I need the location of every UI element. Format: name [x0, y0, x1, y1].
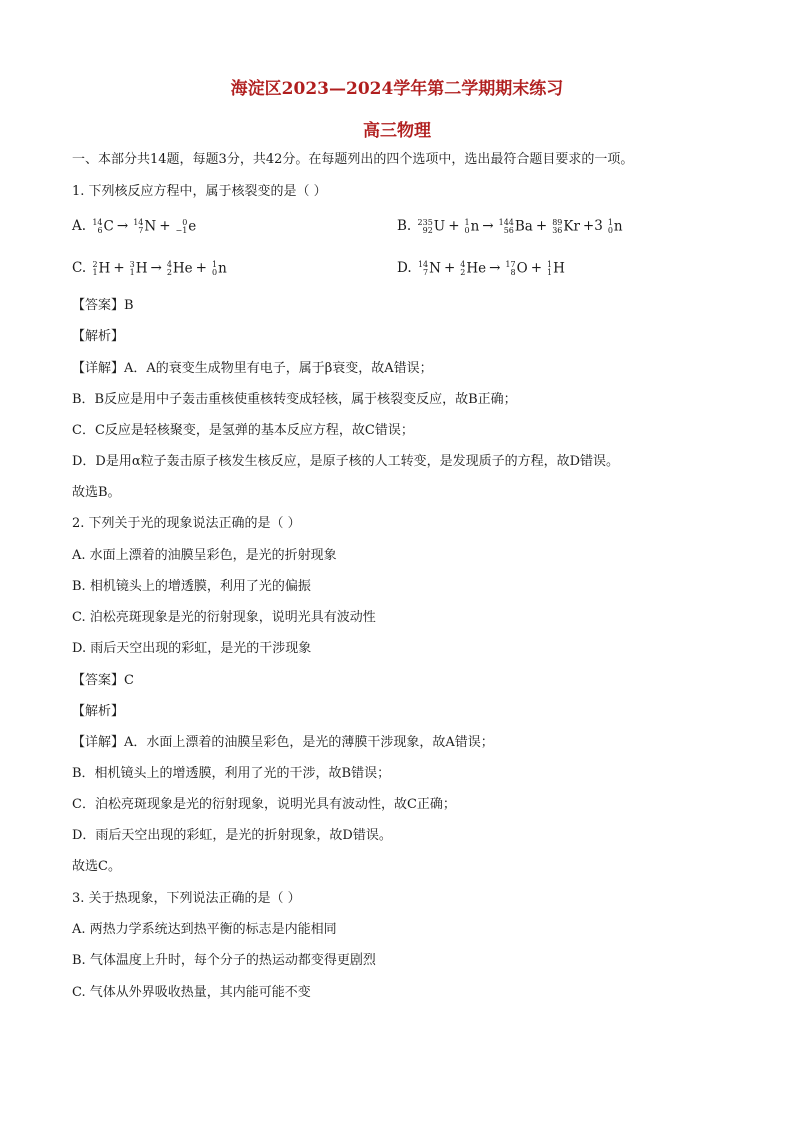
question-2-detail-line: B．相机镜头上的增透膜，利用了光的干涉，故B错误； — [72, 766, 391, 781]
atomic-number: 0 — [464, 225, 470, 235]
element-symbol: O — [516, 260, 528, 277]
equation-c — [90, 260, 226, 276]
nuclide — [92, 218, 114, 235]
question-2-option-b: B. 相机镜头上的增透膜，利用了光的偏振 — [72, 579, 311, 594]
mass-number: 89 — [552, 217, 563, 227]
nuclide — [547, 260, 565, 277]
element-symbol: e — [188, 218, 197, 235]
nuclide — [552, 218, 580, 235]
question-1-analysis-label: 【解析】 — [72, 329, 125, 344]
atomic-number: 2 — [460, 267, 466, 277]
option-label: A. — [72, 218, 87, 234]
atomic-number: 2 — [166, 267, 172, 277]
reaction-arrow: → — [489, 260, 501, 276]
element-symbol: n — [470, 218, 480, 235]
question-3-option-c: C. 气体从外界吸收热量，其内能可能不变 — [72, 985, 311, 1000]
question-2-detail-line: 【详解】A．水面上漂着的油膜呈彩色，是光的薄膜干涉现象，故A错误； — [72, 735, 494, 750]
mass-number: 14 — [133, 217, 144, 227]
plus-sign: + — [443, 260, 456, 276]
atomic-number: −1 — [175, 225, 188, 235]
question-1-option-d — [397, 260, 565, 277]
page-title: 海淀区2023—2024学年第二学期期末练习 — [230, 79, 564, 99]
element-symbol: Kr — [563, 218, 580, 235]
mass-number: 1 — [547, 259, 553, 269]
nuclide — [418, 260, 441, 277]
element-symbol: He — [172, 260, 193, 277]
plus-sign: + — [195, 260, 207, 276]
question-1-detail-line: C．C反应是轻核聚变，是氢弹的基本反应方程，故C错误； — [72, 423, 414, 438]
option-label: C. — [72, 260, 87, 276]
mass-number: 144 — [498, 217, 514, 227]
option-label: D. — [397, 260, 412, 276]
mass-number: 235 — [417, 217, 433, 227]
question-2-option-d: D. 雨后天空出现的彩虹，是光的干涉现象 — [72, 641, 312, 656]
question-1-option-c — [72, 260, 227, 277]
question-1-stem: 1. 下列核反应方程中，属于核裂变的是（ ） — [72, 184, 327, 199]
nuclide — [176, 218, 197, 235]
mass-number: 3 — [129, 259, 135, 269]
element-symbol: Ba — [514, 218, 533, 235]
element-symbol: N — [429, 260, 441, 277]
nuclide — [133, 218, 156, 235]
nuclide — [608, 218, 623, 235]
element-symbol: He — [466, 260, 487, 277]
equation-a — [90, 218, 196, 234]
nuclide — [130, 260, 148, 277]
mass-number: 1 — [211, 259, 218, 269]
atomic-number: 0 — [607, 225, 613, 235]
atomic-number: 8 — [510, 267, 516, 277]
page-subtitle: 高三物理 — [363, 121, 431, 141]
nuclide — [92, 260, 110, 277]
mass-number: 14 — [417, 259, 429, 269]
atomic-number: 36 — [552, 225, 563, 235]
atomic-number: 0 — [211, 267, 218, 277]
question-2-detail-line: C．泊松亮斑现象是光的衍射现象，说明光具有波动性，故C正确； — [72, 797, 456, 812]
question-2-option-c: C. 泊松亮斑现象是光的衍射现象，说明光具有波动性 — [72, 610, 376, 625]
atomic-number: 7 — [138, 225, 144, 235]
nuclide — [212, 260, 227, 277]
question-1-detail-line: 【详解】A．A的衰变生成物里有电子，属于β衰变，故A错误； — [72, 361, 433, 376]
plus-sign: +3 — [582, 218, 603, 234]
plus-sign: + — [530, 260, 542, 276]
atomic-number: 1 — [129, 267, 135, 277]
atomic-number: 56 — [503, 225, 514, 235]
nuclide — [460, 260, 486, 277]
question-2-option-a: A. 水面上漂着的油膜呈彩色，是光的折射现象 — [72, 548, 337, 563]
reaction-arrow: → — [150, 260, 162, 276]
question-3-option-b: B. 气体温度上升时，每个分子的热运动都变得更剧烈 — [72, 953, 376, 968]
element-symbol: H — [98, 260, 111, 277]
nuclide — [499, 218, 533, 235]
element-symbol: C — [103, 218, 114, 235]
reaction-arrow: → — [116, 218, 129, 234]
question-1-detail-line: B．B反应是用中子轰击重核使重核转变成轻核，属于核裂变反应，故B正确； — [72, 392, 517, 407]
question-2-conclusion: 故选C。 — [72, 859, 121, 874]
mass-number: 0 — [182, 217, 188, 227]
mass-number: 4 — [460, 259, 466, 269]
question-3-option-a: A. 两热力学系统达到热平衡的标志是内能相同 — [72, 922, 337, 937]
atomic-number: 6 — [97, 225, 103, 235]
plus-sign: + — [535, 218, 548, 234]
nuclide — [167, 260, 193, 277]
plus-sign: + — [113, 260, 125, 276]
question-2-stem: 2. 下列关于光的现象说法正确的是（ ） — [72, 516, 301, 531]
question-2-detail-line: D．雨后天空出现的彩虹，是光的折射现象，故D错误。 — [72, 828, 392, 843]
reaction-arrow: → — [482, 218, 494, 234]
atomic-number: 1 — [547, 267, 553, 277]
question-2-answer: 【答案】C — [72, 673, 134, 688]
atomic-number: 7 — [423, 267, 429, 277]
plus-sign: + — [159, 218, 171, 234]
option-label: B. — [397, 218, 412, 234]
plus-sign: + — [448, 218, 460, 234]
atomic-number: 92 — [422, 225, 433, 235]
element-symbol: U — [433, 218, 446, 235]
question-1-conclusion: 故选B。 — [72, 485, 121, 500]
question-1-option-a — [72, 218, 196, 235]
question-2-analysis-label: 【解析】 — [72, 704, 125, 719]
element-symbol: N — [144, 218, 157, 235]
equation-b — [416, 218, 623, 234]
mass-number: 1 — [607, 217, 613, 227]
element-symbol: n — [613, 218, 623, 235]
nuclide — [505, 260, 527, 277]
mass-number: 14 — [92, 217, 103, 227]
mass-number: 1 — [464, 217, 470, 227]
question-1-option-b — [397, 218, 623, 235]
question-3-stem: 3. 关于热现象，下列说法正确的是（ ） — [72, 891, 301, 906]
section-intro: 一、本部分共14题，每题3分，共42分。在每题列出的四个选项中，选出最符合题目要求的一项。 — [72, 152, 634, 167]
mass-number: 2 — [92, 259, 98, 269]
nuclide — [465, 218, 480, 235]
mass-number: 17 — [505, 259, 516, 269]
question-1-detail-line: D．D是用α粒子轰击原子核发生核反应，是原子核的人工转变，是发现质子的方程，故D错误。 — [72, 454, 620, 469]
atomic-number: 1 — [92, 267, 98, 277]
mass-number: 4 — [166, 259, 172, 269]
nuclide — [418, 218, 446, 235]
element-symbol: n — [218, 260, 227, 277]
element-symbol: H — [135, 260, 148, 277]
equation-d — [416, 260, 565, 276]
question-1-answer: 【答案】B — [72, 298, 134, 313]
element-symbol: H — [553, 260, 565, 277]
